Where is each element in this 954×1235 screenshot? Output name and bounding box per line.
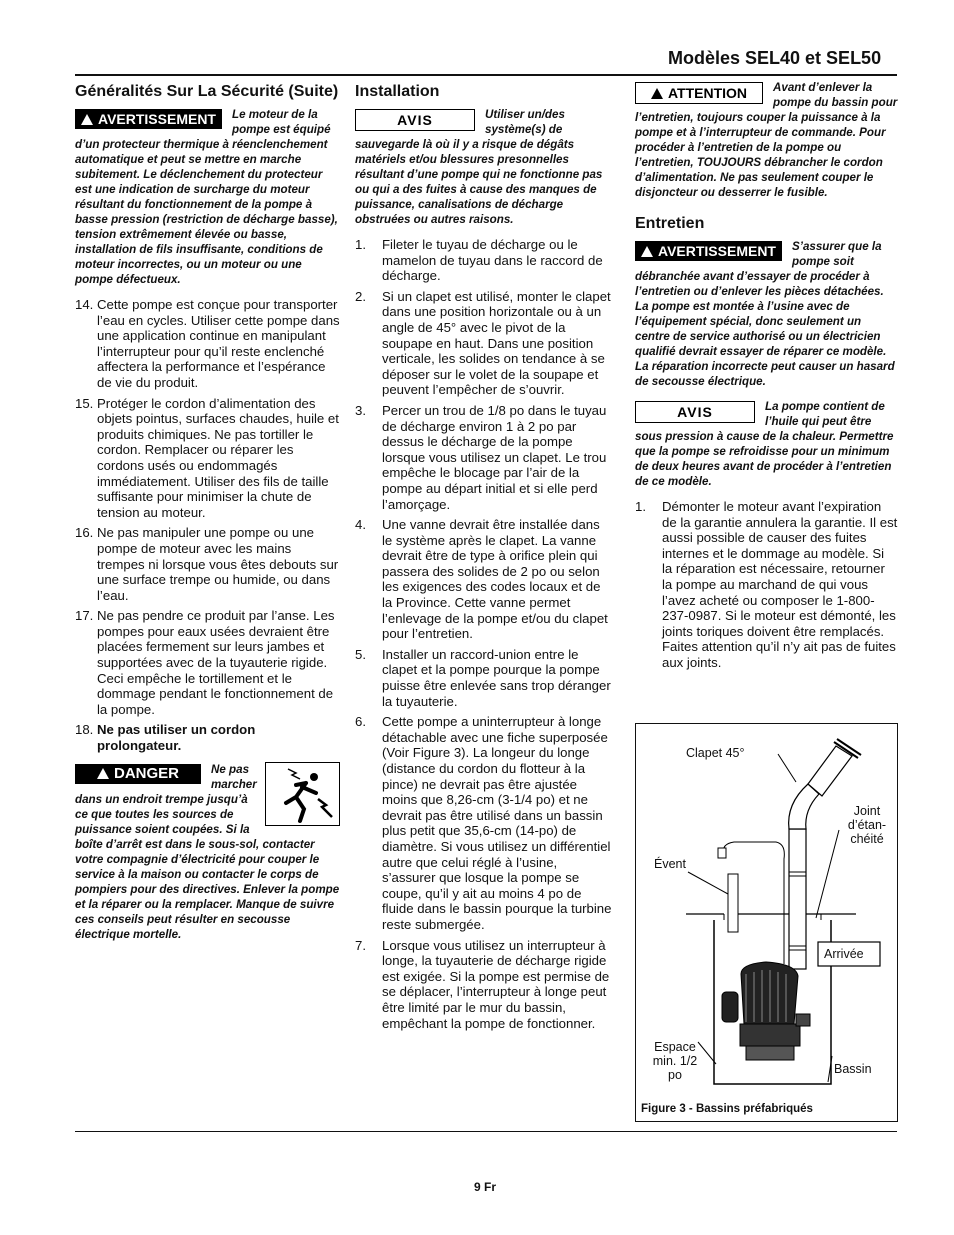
avis-text: La pompe contient de l’huile qui peut être sous pression à cause de la chaleur. Permettre que la pompe se refroidisse pour un minimum de deux heures avant de procéder à l’entretien de ce modèle. — [635, 400, 894, 488]
list-item: 17. Ne pas pendre ce produit par l’anse. Les pompes pour eaux usées devraient être placées fermement sur leurs jambes et supportées avec de la tuyauterie rigide. Ceci empêche le tortillement et le dommage pendant le fonctionnement de la pompe. — [75, 608, 335, 717]
column-safety — [75, 82, 340, 952]
warning-block — [635, 239, 898, 389]
installation-list — [355, 237, 613, 1031]
list-item: 14. Cette pompe est conçue pour transporter l’eau en cycles. Utiliser cette pompe dans une application continue en manipulant l’interrupteur pour qu’il reste enclenché affectera la performance et l’espérance de vie du produit. — [75, 297, 340, 390]
avis-block — [355, 107, 613, 227]
page-header-title: Modèles SEL40 et SEL50 — [668, 48, 882, 68]
list-item: 3. Percer un trou de 1/8 po dans le tuyau de décharge environ 1 à 2 po par dessus le décharge de la pompe lorsque vous utilisez un clapet. Le trou empêche le blocage par l’air de la pompe au départ initial et si elle perd l’amorçage. — [355, 402, 607, 512]
danger-label: DANGER — [75, 764, 201, 784]
footer-rule — [75, 1131, 897, 1132]
attention-text: Avant d’enlever la pompe du bassin pour l’entretien, toujours couper la puissance à la pompe et à l’interrupteur de commande. Pour procéder à l’entretien de la pompe ou l’entretien, TOUJOURS débrancher le cordon d’alimentation. Ne pas seulement couper le disjoncteur ou desserrer le fusible. — [635, 81, 898, 199]
page-number: 9 Fr — [474, 1180, 497, 1194]
electric-shock-icon — [265, 762, 340, 826]
warning-triangle-icon — [641, 246, 653, 257]
section-heading-safety: Généralités Sur La Sécurité (Suite) — [75, 83, 339, 100]
column-installation — [355, 82, 613, 1036]
warning-text: Le moteur de la pompe est équipé d’un protecteur thermique à réenclenchement automatique et peut se mettre en marche subitement. Le déclenchement du protecteur est une indication de surcharge du moteur résultant du fonctionnement de la pompe à basse pression (restriction de décharge basse), tension extrêmement élevée ou basse, installation de fils insuffisante, conditions de moteur incorrectes, ou un moteur ou une pompe défectueux. — [75, 108, 338, 286]
list-item: 7. Lorsque vous utilisez un interrupteur à longe, la tuyauterie de décharge rigide est exigée. Si la pompe est permise de se déplacer, l’interrupteur à longe peut être limité par le mur du bassin, empêchant la pompe de fonctionner. — [355, 937, 610, 1031]
list-item: 1. Fileter le tuyau de décharge ou le mamelon de tuyau dans le raccord de décharge. — [355, 237, 603, 284]
warning-block — [75, 107, 340, 287]
attention-triangle-icon — [651, 88, 663, 99]
list-item: 15. Protéger le cordon d’alimentation des objets pointus, surfaces chaudes, huile et produits chimiques. Ne pas tortiller le cordon. Remplacer ou réparer les cordons usés ou endommagés immédiatement. Utiliser des fils de taille suffisante pour minimiser la chute de tension au moteur. — [75, 395, 339, 520]
avis-label: AVIS — [635, 401, 755, 423]
label-bassin: Bassin — [834, 1062, 872, 1076]
column-maintenance — [635, 80, 898, 676]
warning-label: AVERTISSEMENT — [75, 109, 222, 129]
figure-caption: Figure 3 - Bassins préfabriqués — [641, 1103, 813, 1115]
attention-label: ATTENTION — [635, 82, 763, 104]
label-joint: Joint d’étan-chéité — [847, 804, 887, 846]
attention-block — [635, 80, 898, 200]
maintenance-list — [635, 499, 898, 671]
safety-list — [75, 297, 340, 754]
warning-triangle-icon — [81, 114, 93, 125]
warning-text: S’assurer que la pompe soit débranchée avant d’essayer de procéder à l’entretien ou d’enlever les pièces détachées. La pompe est montée à l’usine avec de l’équipement spécial, donc seulement un centre de service authorisé ou un électricien qualifié devrait essayer de réparer ce modèle. La réparation incorrecte peut causer un hasard de secousse électrique. — [635, 240, 895, 388]
avis-block — [635, 399, 898, 489]
danger-text: Ne pas marcher dans un endroit trempe jusqu’à ce que toutes les sources de puissance soient coupées. Si la boîte d’arrêt est dans le sous-sol, contacter votre compagnie d’électricité pour couper le service à la maison ou contacter le corps de pompiers pour des directives. Enlever la pompe et la réparer ou la remplacer. Manque de suivre ces conseils peut résulter en secousse électrique mortelle. — [75, 762, 340, 941]
danger-triangle-icon — [97, 768, 109, 779]
list-item: 2. Si un clapet est utilisé, monter le clapet dans une position horizontale ou à un angle de 45° avec le pivot de la soupape en haut. Dans une position verticale, les solides on tendance à se déposer sur le volet de la soupape et peuvent l’empêcher de s’ouvrir. — [355, 288, 611, 398]
avis-label: AVIS — [355, 109, 475, 131]
list-item: 6. Cette pompe a uninterrupteur à longe détachable avec une fiche superposée (Voir Figure 3). La longeur du longe (distance du cordon du flotteur à la pince) ne devrait pas être ajustée moins que 8,26-cm (3-1/4 po) et ne devrait pas être utilisé dans un bassin plus petit que 35,6-cm (14-po) de diamètre. Si vous utilisez un différentiel autre que celui réglé à l’usine, s’assurer que losque la pompe se coupe, qu’il y ait au moins 4 po de fluide dans le bassin pourque la turbine reste submergée. — [355, 714, 612, 932]
danger-block — [75, 762, 340, 942]
list-item: 5. Installer un raccord-union entre le clapet et la pompe pourque la pompe puisse être enlevée sans trop déranger la tuyauterie. — [355, 646, 611, 709]
label-arrivee: Arrivée — [824, 947, 864, 961]
list-item: 4. Une vanne devrait être installée dans le système après le clapet. La vanne devrait être de type à orifice plein qui passera des solides de 2 po ou selon les exigences des codes locaux et de la Province. Cette vanne permet l’enlevage de la pompe et/ou du clapet pour l’entretien. — [355, 517, 608, 642]
section-heading-maintenance: Entretien — [635, 215, 705, 232]
header-rule — [75, 74, 897, 76]
list-item: 1. Démonter le moteur avant l’expiration de la garantie annulera la garantie. Il est aussi possible de causer des fuites internes et le dommage au modèle. Si la réparation est nécessaire, retourner la pompe au marchand de qui vous l’avez acheté ou composer le 1-800-237-0987. Si le moteur est démonté, les joints toriques doivent être remplacés. Faites attention qu’il n’y ait pas de fuites aux joints. — [635, 499, 898, 670]
label-event: Évent — [654, 857, 686, 871]
avis-text: Utiliser un/des système(s) de sauvegarde là où il y a risque de dégâts matériels et/ou blessures presonnelles résultant d’une pompe qui ne fonctionne pas ou qui a des fuites à cause des manques de puissance, canalisations de décharge obstruées ou autres raisons. — [355, 108, 603, 226]
figure-prefab-basins — [635, 723, 898, 1122]
label-clapet: Clapet 45° — [686, 746, 745, 760]
warning-label: AVERTISSEMENT — [635, 241, 782, 261]
label-espace: Espace min. 1/2 po — [652, 1040, 698, 1082]
list-item: 16. Ne pas manipuler une pompe ou une pompe de moteur avec les mains trempes ni lorsque vous êtes debouts sur une surface trempe ou humide, ou dans l’eau. — [75, 525, 339, 603]
section-heading-installation: Installation — [355, 83, 440, 100]
list-item: 18. Ne pas utiliser un cordon prolongateur. — [75, 722, 256, 754]
